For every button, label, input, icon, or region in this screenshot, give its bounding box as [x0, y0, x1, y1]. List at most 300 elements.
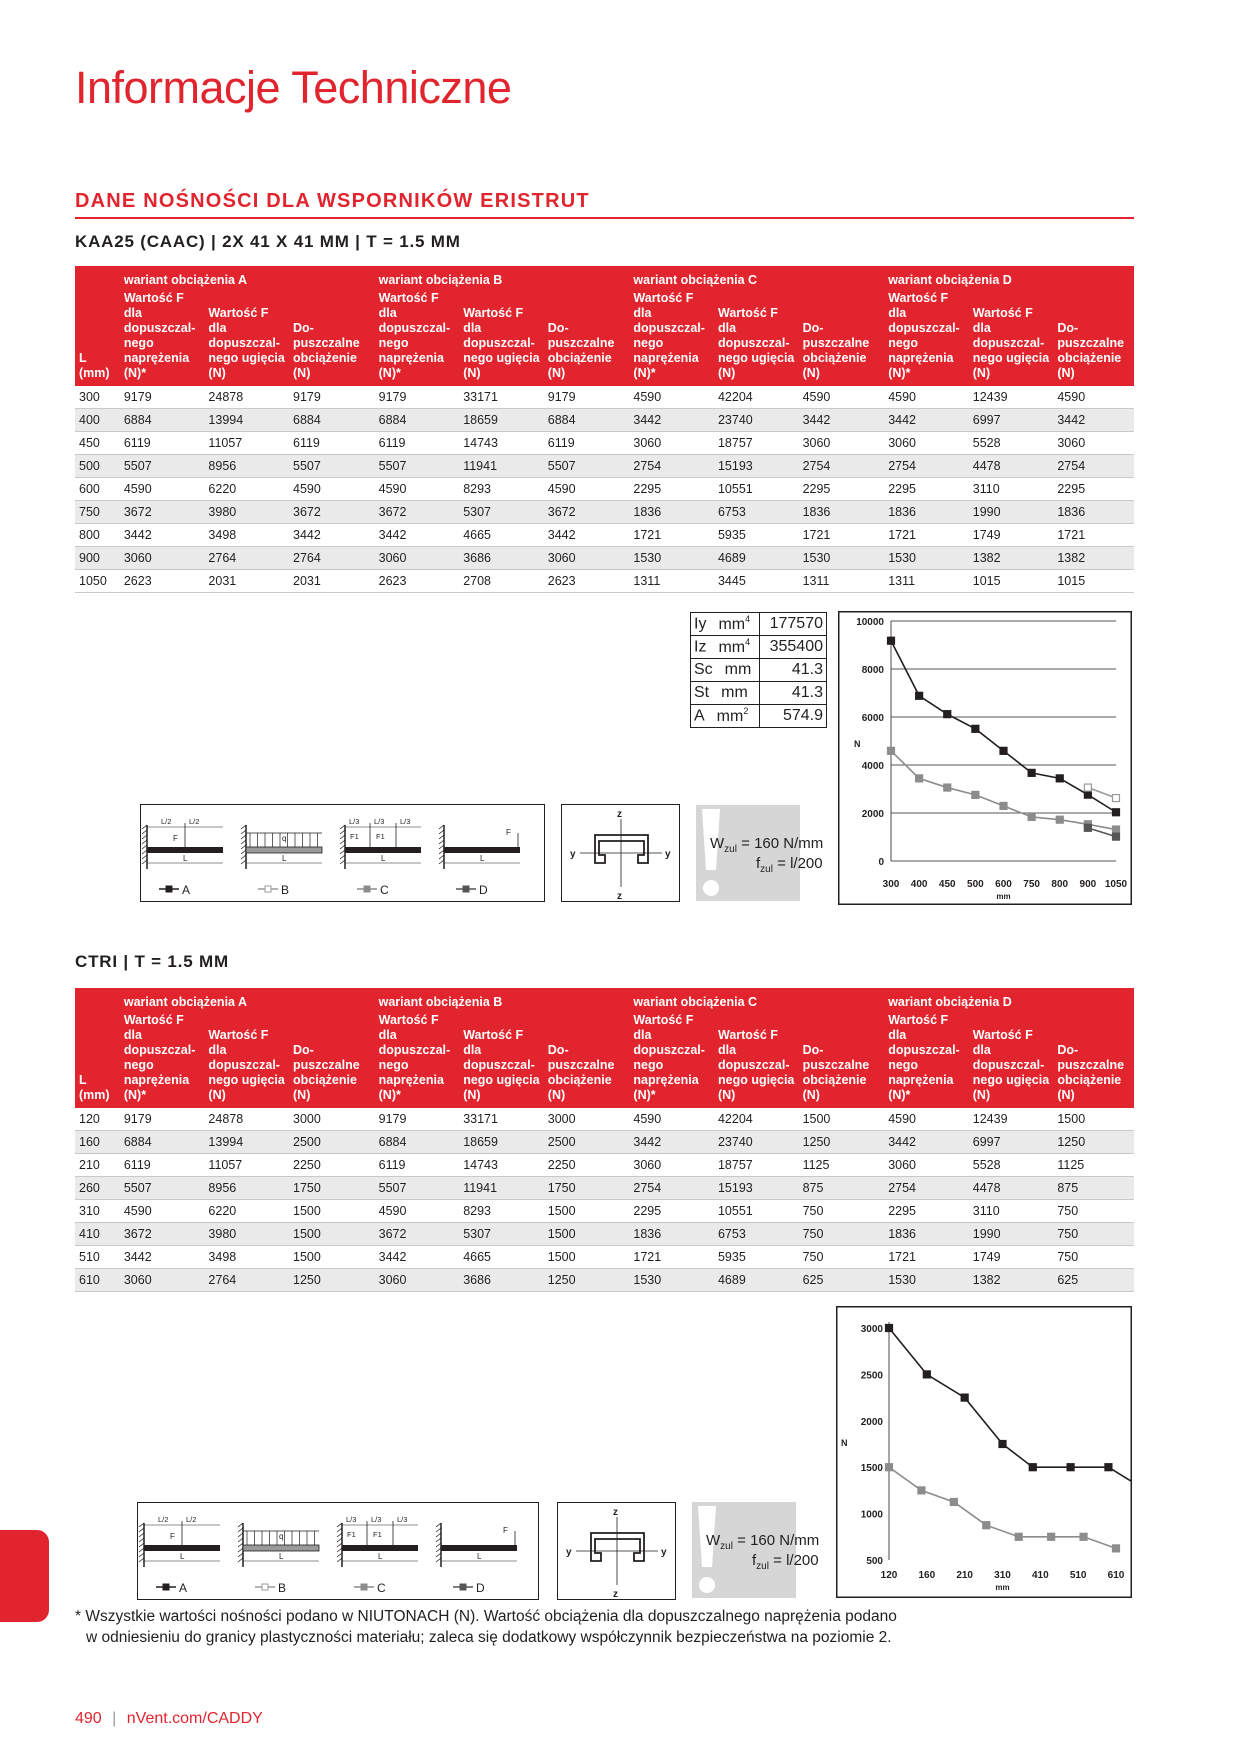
- property-row: [691, 613, 827, 636]
- section-title: DANE NOŚNOŚCI DLA WSPORNIKÓW ERISTRUT: [75, 190, 590, 212]
- table-cell: 900: [75, 547, 120, 570]
- length-label: L: [378, 1552, 383, 1561]
- table-cell: 9179: [544, 386, 630, 409]
- l-column-header: L (mm): [75, 988, 120, 1108]
- data-point: [916, 692, 923, 699]
- half-span-label: L/2: [161, 817, 172, 826]
- table-cell: 750: [799, 1223, 885, 1246]
- legend-marker: [361, 1584, 367, 1590]
- x-tick-label: 900: [1079, 879, 1097, 890]
- table-cell: 2623: [120, 570, 205, 593]
- table-cell: 750: [1053, 1223, 1134, 1246]
- allowable-stress: $W_{zul} = 160$ N/mm: [710, 835, 824, 855]
- table-row: [75, 386, 1134, 409]
- table-cell: 1721: [884, 1246, 969, 1269]
- table-cell: 6119: [544, 432, 630, 455]
- table-cell: 8956: [204, 1177, 289, 1200]
- section-properties-table: [690, 612, 827, 728]
- x-tick-label: 310: [994, 1570, 1011, 1581]
- table-cell: 1836: [799, 501, 885, 524]
- table1-heading: KAA25 (CAAC) | 2X 41 X 41 MM | T = 1.5 MM: [75, 232, 461, 251]
- table-cell: 2754: [629, 1177, 714, 1200]
- column-header: Do- puszczalne obciążenie (N): [544, 1013, 630, 1108]
- table-cell: 23740: [714, 1131, 799, 1154]
- z-axis-label: z: [613, 1507, 618, 1518]
- table-cell: 6884: [544, 409, 630, 432]
- table-cell: 5507: [120, 455, 205, 478]
- half-span-label: L/2: [189, 817, 200, 826]
- table-cell: 750: [799, 1246, 885, 1269]
- length-label: L: [183, 854, 188, 863]
- table-cell: 1250: [544, 1269, 630, 1292]
- table-cell: 1050: [75, 570, 120, 593]
- table-row: [75, 455, 1134, 478]
- table-cell: 1382: [969, 547, 1054, 570]
- beam: [147, 847, 223, 853]
- table-cell: 5528: [969, 1154, 1054, 1177]
- legend-marker: [463, 886, 469, 892]
- table-cell: 1500: [289, 1223, 375, 1246]
- data-point: [944, 711, 951, 718]
- table-cell: 750: [799, 1200, 885, 1223]
- property-name: Iy $mm^4$: [691, 613, 760, 636]
- force-label: F1: [376, 832, 385, 841]
- property-value: 574.9: [760, 705, 827, 728]
- table-cell: 3442: [884, 409, 969, 432]
- table-cell: 1836: [629, 501, 714, 524]
- table-row: [75, 1177, 1134, 1200]
- table-cell: 625: [799, 1269, 885, 1292]
- table-cell: 1311: [799, 570, 885, 593]
- length-label: L: [180, 1552, 185, 1561]
- table-cell: 42204: [714, 386, 799, 409]
- table-row: [75, 501, 1134, 524]
- table-cell: 1015: [969, 570, 1054, 593]
- table-cell: 3445: [714, 570, 799, 593]
- section-divider: [75, 217, 1134, 219]
- table-cell: 3060: [120, 1269, 205, 1292]
- data-point: [886, 1464, 893, 1471]
- table-cell: 2754: [884, 455, 969, 478]
- table-cell: 1500: [1053, 1108, 1134, 1131]
- table2-heading: CTRI | T = 1.5 MM: [75, 952, 229, 971]
- x-tick-label: 510: [1069, 1570, 1087, 1581]
- allowable-values-box: [696, 805, 824, 901]
- column-header: Wartość F dla dopuszczal- nego ugięcia (N): [459, 1013, 544, 1108]
- table-cell: 1836: [1053, 501, 1134, 524]
- data-point: [1000, 802, 1007, 809]
- data-point: [961, 1394, 968, 1401]
- table-cell: 3686: [459, 1269, 544, 1292]
- table-cell: 510: [75, 1246, 120, 1269]
- data-point: [1067, 1464, 1074, 1471]
- table-cell: 23740: [714, 409, 799, 432]
- data-point: [1084, 791, 1091, 798]
- table-cell: 6220: [204, 1200, 289, 1223]
- table-cell: 1990: [969, 501, 1054, 524]
- table-row: [75, 409, 1134, 432]
- property-name: A $mm^2$: [691, 705, 760, 728]
- force-label: F: [506, 828, 511, 837]
- channel-section-diagram-2: [557, 1502, 676, 1600]
- column-header: Wartość F dla dopuszczal- nego naprężenia (N)*: [629, 291, 714, 386]
- table-cell: 3442: [375, 524, 460, 547]
- table-cell: 1530: [629, 547, 714, 570]
- table-cell: 6997: [969, 409, 1054, 432]
- table-cell: 3672: [120, 1223, 205, 1246]
- column-header: Wartość F dla dopuszczal- nego ugięcia (N): [459, 291, 544, 386]
- third-span-label: L/3: [397, 1515, 408, 1524]
- table-cell: 3442: [884, 1131, 969, 1154]
- data-point: [1056, 816, 1063, 823]
- column-header: Wartość F dla dopuszczal- nego naprężenia (N)*: [120, 291, 205, 386]
- table-cell: 1530: [884, 547, 969, 570]
- table-cell: 3442: [1053, 409, 1134, 432]
- footnote: [75, 1606, 897, 1648]
- table-cell: 4689: [714, 547, 799, 570]
- page-number: 490: [75, 1710, 102, 1727]
- table-cell: 5507: [375, 1177, 460, 1200]
- table-cell: 1530: [629, 1269, 714, 1292]
- table-cell: 11057: [204, 1154, 289, 1177]
- table-row: [75, 1108, 1134, 1131]
- column-header: Wartość F dla dopuszczal- nego ugięcia (N): [714, 291, 799, 386]
- table-cell: 12439: [969, 386, 1054, 409]
- table-cell: 3060: [799, 432, 885, 455]
- table-cell: 18659: [459, 409, 544, 432]
- data-point: [1029, 1464, 1036, 1471]
- footer-link[interactable]: nVent.com/CADDY: [126, 1710, 263, 1727]
- column-header: Do- puszczalne obciążenie (N): [289, 291, 375, 386]
- footnote-line-2: w odniesieniu do granicy plastyczności materiału; zaleca się dodatkowy współczynnik bezpieczeństwa na poziomie 2.: [86, 1629, 892, 1646]
- table-cell: 875: [1053, 1177, 1134, 1200]
- table-cell: 500: [75, 455, 120, 478]
- table-cell: 3672: [289, 501, 375, 524]
- y-tick-label: 10000: [856, 617, 884, 628]
- table-cell: 9179: [120, 1108, 205, 1131]
- table-cell: 3000: [289, 1108, 375, 1131]
- legend-label: A: [179, 1581, 188, 1595]
- data-point: [1015, 1533, 1022, 1540]
- side-tab: [0, 1530, 49, 1622]
- property-value: 41.3: [760, 659, 827, 682]
- beam: [243, 1545, 319, 1551]
- table-cell: 2754: [884, 1177, 969, 1200]
- third-span-label: L/3: [400, 817, 411, 826]
- table-cell: 3060: [375, 1269, 460, 1292]
- column-header: Wartość F dla dopuszczal- nego ugięcia (N): [714, 1013, 799, 1108]
- length-label: L: [477, 1552, 482, 1561]
- table-cell: 400: [75, 409, 120, 432]
- table-cell: 1125: [799, 1154, 885, 1177]
- y-axis-label: y: [570, 849, 576, 860]
- page-title: Informacje Techniczne: [75, 62, 512, 113]
- column-header: Wartość F dla dopuszczal- nego naprężenia (N)*: [884, 1013, 969, 1108]
- channel-section-svg-2: [558, 1503, 675, 1599]
- property-value: 41.3: [760, 682, 827, 705]
- table-cell: 2250: [544, 1154, 630, 1177]
- table-cell: 3498: [204, 1246, 289, 1269]
- legend-label: D: [476, 1581, 485, 1595]
- length-label: L: [282, 854, 287, 863]
- property-row: [691, 659, 827, 682]
- table-cell: 1250: [1053, 1131, 1134, 1154]
- table-cell: 5307: [459, 501, 544, 524]
- table-cell: 1250: [289, 1269, 375, 1292]
- load-table-ctri: [75, 988, 1134, 1292]
- table-cell: 1530: [884, 1269, 969, 1292]
- table-cell: 3442: [375, 1246, 460, 1269]
- table-cell: 3672: [375, 1223, 460, 1246]
- data-point: [1000, 747, 1007, 754]
- table-cell: 3060: [375, 547, 460, 570]
- load-variant-header: wariant obciążenia C: [629, 266, 884, 291]
- length-label: L: [480, 854, 485, 863]
- column-header: Do- puszczalne obciążenie (N): [1053, 1013, 1134, 1108]
- table-cell: 3060: [120, 547, 205, 570]
- table-cell: 1311: [884, 570, 969, 593]
- y-tick-label: 500: [866, 1556, 883, 1567]
- table-cell: 1500: [544, 1200, 630, 1223]
- y-tick-label: 3000: [860, 1324, 883, 1335]
- beam: [246, 847, 322, 853]
- table-cell: 3060: [884, 1154, 969, 1177]
- x-tick-label: 160: [918, 1570, 936, 1581]
- z-axis-label: z: [613, 1589, 618, 1599]
- channel-profile: [595, 835, 648, 863]
- table-cell: 1500: [544, 1246, 630, 1269]
- chart-frame: [837, 1307, 1132, 1598]
- table-cell: 33171: [459, 1108, 544, 1131]
- data-point: [1113, 795, 1120, 802]
- legend-marker: [364, 886, 370, 892]
- table-cell: 210: [75, 1154, 120, 1177]
- legend-marker: [163, 1584, 169, 1590]
- table-cell: 15193: [714, 1177, 799, 1200]
- table-cell: 1500: [544, 1223, 630, 1246]
- data-point: [944, 784, 951, 791]
- force-label: F1: [347, 1530, 356, 1539]
- column-header: Do- puszczalne obciążenie (N): [1053, 291, 1134, 386]
- beam: [441, 1545, 517, 1551]
- legend-label: D: [479, 883, 488, 897]
- table-cell: 1125: [1053, 1154, 1134, 1177]
- table-cell: 4590: [884, 1108, 969, 1131]
- data-point: [1084, 824, 1091, 831]
- table-cell: 3442: [629, 409, 714, 432]
- y-axis-label: y: [665, 849, 671, 860]
- table-cell: 1721: [629, 1246, 714, 1269]
- z-axis-label: z: [617, 891, 622, 901]
- table-row: [75, 1223, 1134, 1246]
- table-cell: 4590: [544, 478, 630, 501]
- table-cell: 1990: [969, 1223, 1054, 1246]
- table-cell: 3110: [969, 1200, 1054, 1223]
- table-cell: 1382: [969, 1269, 1054, 1292]
- table-cell: 160: [75, 1131, 120, 1154]
- y-tick-label: 2500: [860, 1370, 883, 1382]
- table-row: [75, 570, 1134, 593]
- property-row: [691, 705, 827, 728]
- table-cell: 5935: [714, 524, 799, 547]
- data-point: [1048, 1533, 1055, 1540]
- property-value: 177570: [760, 613, 827, 636]
- y-axis-label: y: [566, 1547, 572, 1558]
- table-cell: 3442: [289, 524, 375, 547]
- load-chart-kaa25: [838, 611, 1132, 905]
- third-span-label: L/3: [371, 1515, 382, 1524]
- table-cell: 15193: [714, 455, 799, 478]
- table-cell: 2764: [204, 1269, 289, 1292]
- table-cell: 11941: [459, 1177, 544, 1200]
- table-cell: 8293: [459, 478, 544, 501]
- y-axis-label: y: [661, 1547, 667, 1558]
- load-cases-svg: [141, 805, 544, 901]
- table-cell: 6119: [375, 1154, 460, 1177]
- table-cell: 1015: [1053, 570, 1134, 593]
- footer-separator: |: [112, 1710, 117, 1727]
- table-cell: 260: [75, 1177, 120, 1200]
- table-cell: 2754: [629, 455, 714, 478]
- table-cell: 2295: [629, 478, 714, 501]
- column-header: Wartość F dla dopuszczal- nego naprężenia (N)*: [375, 291, 460, 386]
- table-cell: 1721: [884, 524, 969, 547]
- table-cell: 1721: [799, 524, 885, 547]
- table-cell: 9179: [120, 386, 205, 409]
- table-cell: 2500: [289, 1131, 375, 1154]
- column-header: Do- puszczalne obciążenie (N): [799, 291, 885, 386]
- table-cell: 12439: [969, 1108, 1054, 1131]
- third-span-label: L/3: [374, 817, 385, 826]
- allowable-deflection-2: $f_{zul} = l/200$: [752, 1552, 819, 1572]
- data-point: [1028, 813, 1035, 820]
- table-cell: 4665: [459, 524, 544, 547]
- table-cell: 410: [75, 1223, 120, 1246]
- table-cell: 6753: [714, 501, 799, 524]
- table-cell: 6119: [375, 432, 460, 455]
- table-cell: 3000: [544, 1108, 630, 1131]
- x-tick-label: 450: [938, 879, 956, 890]
- table-cell: 33171: [459, 386, 544, 409]
- table-cell: 2295: [1053, 478, 1134, 501]
- load-variant-header: wariant obciążenia D: [884, 266, 1134, 291]
- table-cell: 450: [75, 432, 120, 455]
- force-label: F: [173, 834, 178, 843]
- page-footer: [75, 1710, 263, 1728]
- table-cell: 2295: [799, 478, 885, 501]
- load-variant-header: wariant obciążenia B: [375, 266, 630, 291]
- table-cell: 4590: [884, 386, 969, 409]
- y-tick-label: 2000: [860, 1416, 883, 1428]
- table-cell: 13994: [204, 409, 289, 432]
- table-cell: 6220: [204, 478, 289, 501]
- table-cell: 2250: [289, 1154, 375, 1177]
- data-point: [1113, 826, 1120, 833]
- beam: [144, 1545, 220, 1551]
- property-name: St mm: [691, 682, 760, 705]
- table-cell: 9179: [375, 386, 460, 409]
- table-cell: 5507: [375, 455, 460, 478]
- table-cell: 3442: [629, 1131, 714, 1154]
- column-header: Wartość F dla dopuszczal- nego naprężenia (N)*: [375, 1013, 460, 1108]
- legend-marker: [166, 886, 172, 892]
- property-name: Sc mm: [691, 659, 760, 682]
- table-cell: 24878: [204, 1108, 289, 1131]
- table-cell: 2754: [799, 455, 885, 478]
- channel-section-svg: [562, 805, 679, 901]
- column-header: Wartość F dla dopuszczal- nego ugięcia (N): [969, 1013, 1054, 1108]
- table-cell: 6884: [289, 409, 375, 432]
- load-variant-header: wariant obciążenia B: [375, 988, 630, 1013]
- table-cell: 2295: [884, 1200, 969, 1223]
- legend-label: A: [182, 883, 191, 897]
- data-point: [886, 1325, 893, 1332]
- allowable-stress-2: $W_{zul} = 160$ N/mm: [706, 1532, 820, 1552]
- distributed-load-label: q: [279, 1532, 284, 1541]
- table-cell: 5307: [459, 1223, 544, 1246]
- table-cell: 600: [75, 478, 120, 501]
- table-cell: 2764: [204, 547, 289, 570]
- table-cell: 6884: [375, 1131, 460, 1154]
- force-label: F: [170, 1532, 175, 1541]
- load-cases-diagram: [140, 804, 545, 902]
- table-cell: 2500: [544, 1131, 630, 1154]
- table-cell: 6119: [120, 1154, 205, 1177]
- data-point: [923, 1371, 930, 1378]
- property-row: [691, 636, 827, 659]
- table-cell: 1250: [799, 1131, 885, 1154]
- y-tick-label: 0: [878, 857, 884, 868]
- table-cell: 18757: [714, 1154, 799, 1177]
- table-cell: 1836: [629, 1223, 714, 1246]
- table-cell: 3442: [799, 409, 885, 432]
- table-cell: 2708: [459, 570, 544, 593]
- y-tick-label: 6000: [861, 713, 884, 724]
- table-cell: 14743: [459, 1154, 544, 1177]
- table-cell: 300: [75, 386, 120, 409]
- table-cell: 3060: [544, 547, 630, 570]
- data-point: [972, 725, 979, 732]
- property-value: 355400: [760, 636, 827, 659]
- legend-label: C: [377, 1581, 386, 1595]
- beam: [345, 847, 421, 853]
- x-tick-label: 1050: [1104, 879, 1128, 890]
- channel-profile: [591, 1533, 644, 1561]
- data-point: [983, 1522, 990, 1529]
- table-cell: 3060: [1053, 432, 1134, 455]
- x-tick-label: 800: [1051, 879, 1069, 890]
- table-cell: 5528: [969, 432, 1054, 455]
- x-tick-label: 210: [956, 1570, 974, 1581]
- table-cell: 6884: [120, 409, 205, 432]
- x-tick-label: 410: [1031, 1570, 1049, 1581]
- table-row: [75, 1200, 1134, 1223]
- third-span-label: L/3: [349, 817, 360, 826]
- table-cell: 4478: [969, 1177, 1054, 1200]
- table-cell: 750: [1053, 1246, 1134, 1269]
- table-cell: 310: [75, 1200, 120, 1223]
- table-row: [75, 547, 1134, 570]
- data-point: [1113, 809, 1120, 816]
- table-cell: 14743: [459, 432, 544, 455]
- x-tick-label: 400: [910, 879, 928, 890]
- load-chart-ctri: [836, 1306, 1132, 1598]
- table-cell: 1500: [289, 1200, 375, 1223]
- table-cell: 3110: [969, 478, 1054, 501]
- table-cell: 1500: [799, 1108, 885, 1131]
- property-row: [691, 682, 827, 705]
- table-cell: 5507: [544, 455, 630, 478]
